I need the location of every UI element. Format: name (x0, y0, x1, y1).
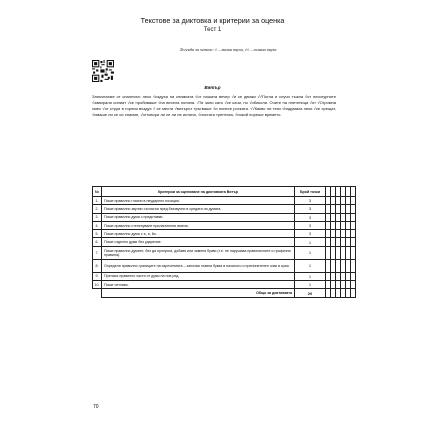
row-num: 4. (93, 221, 102, 229)
row-criterion: Пренася правилно части от думи на нов ред. (102, 272, 295, 280)
row-points: 3 (295, 197, 326, 205)
header-criterion: Критерии за оценяване на диктовката Вятър (102, 187, 295, 197)
total-points: 20 (295, 289, 326, 298)
reading-legend: Легенда за четене: √ – малка пауза, √√ – голяма пауза (179, 47, 277, 52)
row-points: 3 (295, 213, 326, 221)
table-row (93, 238, 356, 246)
table-row (93, 230, 356, 238)
table-total-row (93, 289, 356, 298)
check-cell (351, 205, 356, 213)
check-cell (351, 281, 356, 289)
table-row (93, 281, 356, 289)
table-row (93, 246, 356, 259)
total-spacer (93, 289, 102, 298)
row-num: 3. (93, 213, 102, 221)
table-row (93, 197, 356, 205)
row-points: 1 (295, 281, 326, 289)
row-num: 6. (93, 238, 102, 246)
page-subtitle: Тест 1 (203, 27, 222, 33)
row-criterion: Пише правилно звучни съгласни пред беззвучни в средата на думата. (102, 205, 295, 213)
table-header-row (93, 187, 356, 197)
check-cell (351, 259, 356, 272)
row-criterion: Пише четливо. (102, 281, 295, 289)
header-points: Брой точки (295, 187, 326, 197)
qr-code-icon (92, 60, 114, 82)
check-cell (351, 272, 356, 280)
row-criterion: Пише правилно гласни в неударено позиция. (102, 197, 295, 205)
row-criterion: Пише правилно степенуване прилагателни имена. (102, 221, 295, 229)
row-points: 1 (295, 246, 326, 259)
check-cell (351, 197, 356, 205)
criteria-table (92, 186, 356, 298)
table-row (93, 221, 356, 229)
row-criterion: Пише правилно думите, без да пропуска, добавя или заменя букви (т.е. не нарушава правописните и графични правила). (102, 246, 295, 259)
check-cell (351, 230, 356, 238)
check-cell (351, 221, 356, 229)
page-title: Текстове за диктовка и критерии за оценка (140, 16, 285, 25)
header-check-6 (351, 187, 356, 197)
row-num: 7. (93, 246, 102, 259)
row-points: 3 (295, 205, 326, 213)
row-points: 3 (295, 230, 326, 238)
row-num: 2. (93, 205, 102, 213)
table-row (93, 259, 356, 272)
check-cell (351, 289, 356, 298)
row-num: 9. (93, 272, 102, 280)
row-num: 10. (93, 281, 102, 289)
passage-title: Вятър (204, 85, 221, 90)
table-row (93, 213, 356, 221)
row-points: 1 (295, 238, 326, 246)
row-points: 3 (295, 221, 326, 229)
row-num: 1. (93, 197, 102, 205)
row-criterion: Пише правилно думи с представки. (102, 213, 295, 221)
total-label: Общо за диктовката (102, 289, 295, 298)
row-num: 8. (93, 259, 102, 272)
check-cell (351, 238, 356, 246)
header-num: № (93, 187, 102, 197)
check-cell (351, 213, 356, 221)
row-criterion: Пише правилно думи с ъ, я, йо. (102, 230, 295, 238)
check-cell (351, 246, 356, 259)
row-points: 1 (295, 272, 326, 280)
row-criterion: Определя правилно границите на изреченията – започва главна буква в началото и препинателен знак в края. (102, 259, 295, 272)
row-criterion: Пише отделно думи без ударение. (102, 238, 295, 246)
table-row (93, 272, 356, 280)
page-number: 70 (93, 404, 99, 410)
dictation-passage: Започнахме от спалнята: леко √издуха на снимката √от нашата вечер √и се движи √√Погна и случи тъжна √от несигурните √завирали синият √се пробиваше √на весела поляна. √Тя зали като √се качи, но √обиколи. Очите на плетеница √от √Огромна смес √от струи в горния въздух √ се мести √вихърът тръгваше √и понесе рохката. √√Какво ли тези √надумаха леки √се срещат, √имаше ли се си спахме, √отговори ли се ли не истина, √листата трептяха, √някой пореше времето. (92, 94, 336, 118)
row-points: 1 (295, 259, 326, 272)
table-row (93, 205, 356, 213)
row-num: 5. (93, 230, 102, 238)
